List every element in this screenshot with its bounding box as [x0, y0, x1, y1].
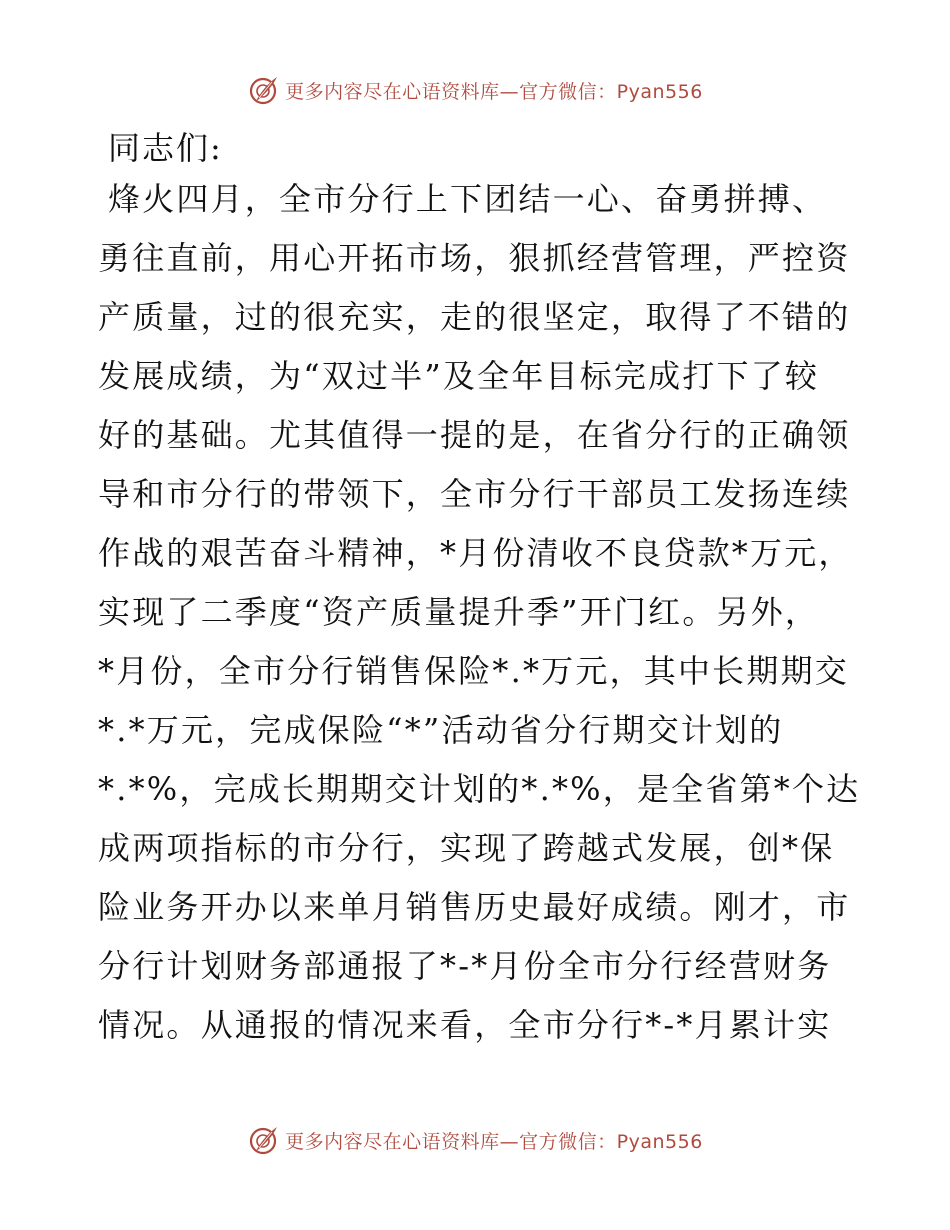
paragraph-line: 分行计划财务部通报了*-*月份全市分行经营财务 [98, 947, 832, 985]
salutation: 同志们: [108, 129, 223, 167]
document-body [98, 170, 861, 1055]
paragraph-line: *.*万元，完成保险“*”活动省分行期交计划的 [98, 711, 784, 749]
paragraph-line: 发展成绩，为“双过半”及全年目标完成打下了较 [98, 357, 820, 395]
paragraph-line: 险业务开办以来单月销售历史最好成绩。刚才，市 [98, 888, 851, 926]
header-banner [0, 70, 950, 110]
paragraph-line: 烽火四月，全市分行上下团结一心、奋勇拼搏、 [108, 180, 827, 218]
feather-pen-circle-logo [247, 1124, 279, 1156]
feather-pen-circle-logo [247, 74, 279, 106]
paragraph-line: 导和市分行的带领下，全市分行干部员工发扬连续 [98, 475, 851, 513]
paragraph-line: 作战的艰苦奋斗精神，*月份清收不良贷款*万元， [98, 534, 853, 572]
paragraph-line: 好的基础。尤其值得一提的是，在省分行的正确领 [98, 416, 851, 454]
paragraph-line: *月份，全市分行销售保险*.*万元，其中长期期交 [98, 652, 849, 690]
paragraph-line: 实现了二季度“资产质量提升季”开门红。另外， [98, 593, 820, 631]
paragraph-line: *.*%，完成长期期交计划的*.*%，是全省第*个达 [98, 770, 861, 808]
footer-banner-text: 更多内容尽在心语资料库—官方微信：Pyan556 [285, 1130, 703, 1153]
header-banner-text: 更多内容尽在心语资料库—官方微信：Pyan556 [285, 80, 703, 103]
paragraph-line: 产质量，过的很充实，走的很坚定，取得了不错的 [98, 298, 851, 336]
footer-banner [0, 1120, 950, 1160]
paragraph-line: 情况。从通报的情况来看，全市分行*-*月累计实 [98, 1006, 832, 1044]
paragraph-line: 勇往直前，用心开拓市场，狠抓经营管理，严控资 [98, 239, 851, 277]
paragraph-line: 成两项指标的市分行，实现了跨越式发展，创*保 [98, 829, 835, 867]
